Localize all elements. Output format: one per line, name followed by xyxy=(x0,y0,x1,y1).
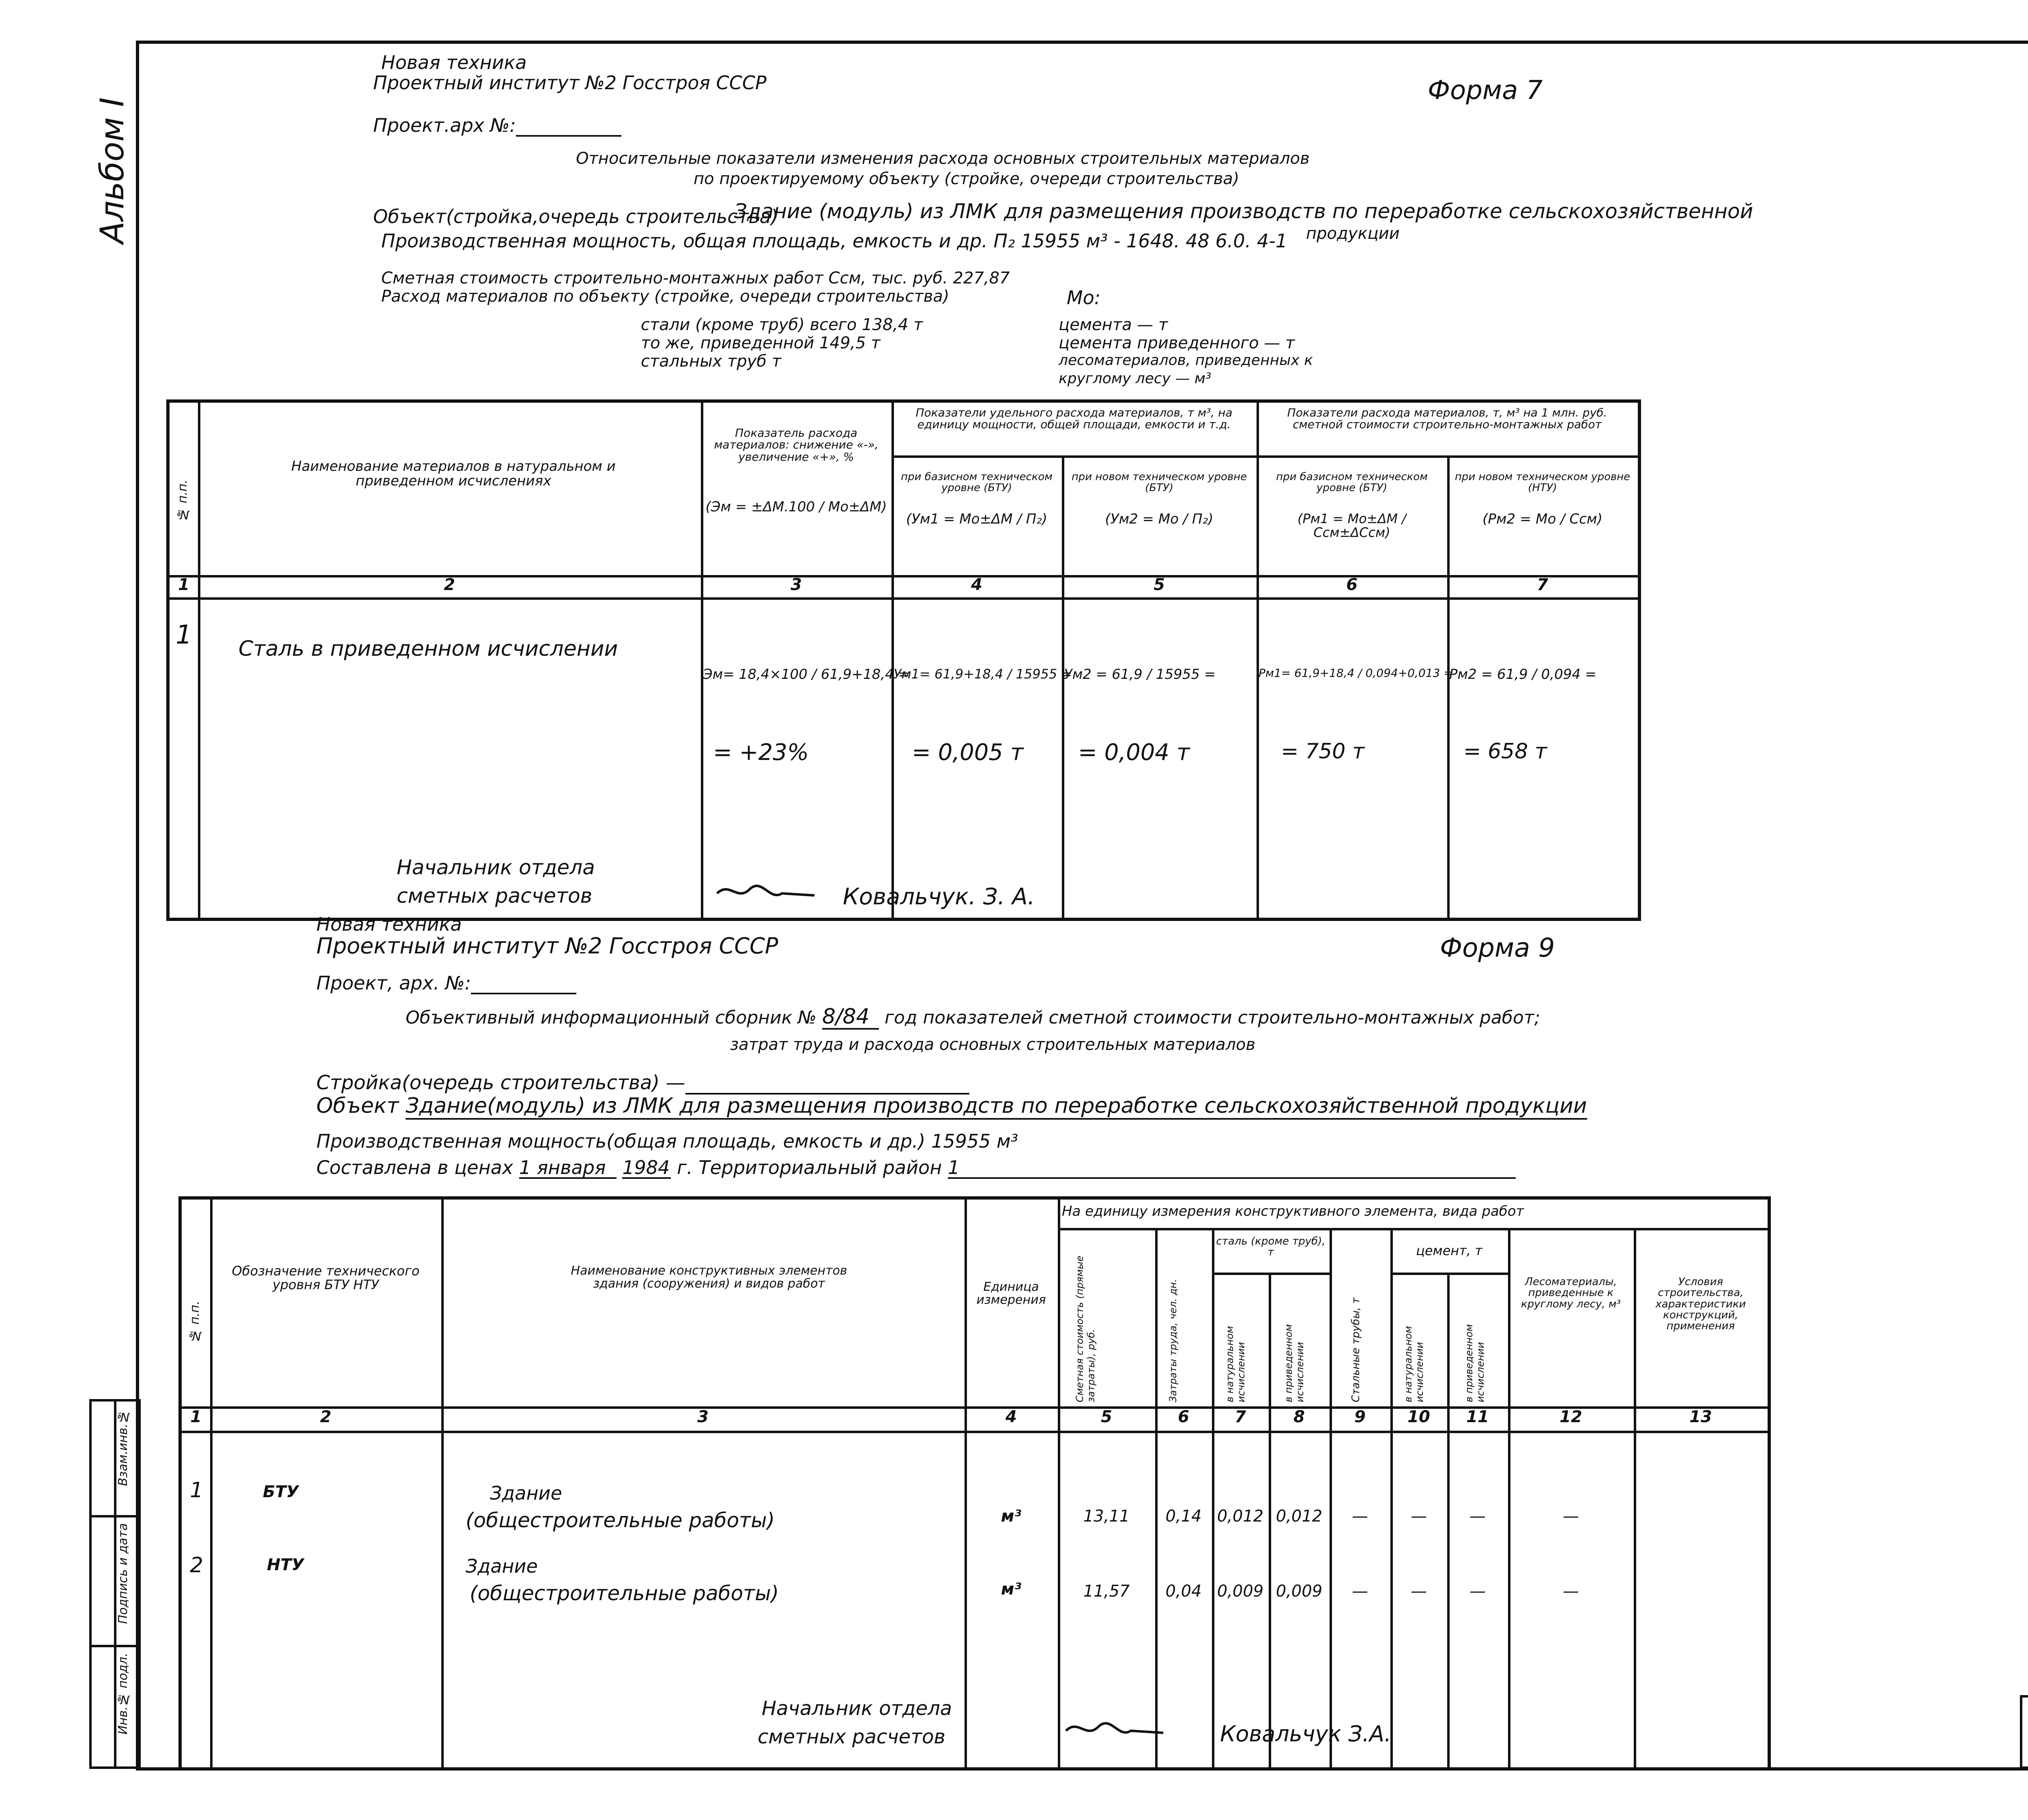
top-num-3: 3 xyxy=(791,575,802,594)
top-signature xyxy=(713,877,819,910)
top-row-c7a: Рм2 = 61,9 / 0,094 = xyxy=(1449,666,1597,682)
top-row-c6b: = 750 т xyxy=(1281,739,1365,764)
bottom-object: Объект Здание(модуль) из ЛМК для размещения производств по переработке сельскохозяйственной продукции xyxy=(316,1095,1587,1117)
bottom-line2: затрат труда и расхода основных строительных материалов xyxy=(730,1035,1256,1054)
top-h-c6f: (Рм1 = Мо±ΔМ / Cсм±ΔCсм) xyxy=(1298,511,1406,540)
top-h-c7: при новом техническом уровне (НТУ) xyxy=(1454,471,1631,494)
top-object-value: Здание (модуль) из ЛМК для размещения производств по переработке сельскохозяйственной xyxy=(734,200,1753,223)
bottom-r2-level: НТУ xyxy=(267,1556,304,1574)
bottom-r1-c5: 13,11 xyxy=(1083,1507,1130,1526)
top-table xyxy=(166,399,1641,921)
bottom-num-10: 10 xyxy=(1407,1408,1430,1426)
bottom-r1-name2: (общестроительные работы) xyxy=(466,1509,775,1532)
bottom-r1-c12: — xyxy=(1563,1507,1579,1526)
bottom-proj-label: Проект, арх. №: xyxy=(316,973,576,994)
top-num-6: 6 xyxy=(1346,575,1358,594)
top-row-c3b: = +23% xyxy=(713,739,809,766)
top-mo: Мо: xyxy=(1067,287,1101,309)
bottom-r2-c7: 0,009 xyxy=(1217,1582,1264,1601)
bottom-sost: Составлена в ценах 1 января 1984 г. Территориальный район 1 xyxy=(316,1158,1516,1179)
bottom-r2-name2: (общестроительные работы) xyxy=(470,1582,779,1605)
bottom-num-9: 9 xyxy=(1354,1408,1366,1426)
top-row-c5a: Ум2 = 61,9 / 15955 = xyxy=(1064,666,1216,682)
bottom-h-c8: в приведенном исчислении xyxy=(1283,1324,1306,1402)
top-org2: Проектный институт №2 Госстроя СССР xyxy=(373,72,767,94)
top-h-c7f: (Рм2 = Мо / Cсм) xyxy=(1482,511,1603,527)
top-capacity: Производственная мощность, общая площадь, емкость и др. П₂ 15955 м³ - 1648. 48 6.0. 4-1 xyxy=(381,230,1288,252)
side-inv: Инв.№ подл. xyxy=(116,1653,130,1735)
bottom-r2-name1: Здание xyxy=(466,1555,538,1577)
top-row-c7b: = 658 т xyxy=(1463,739,1547,764)
top-title1: Относительные показатели изменения расхода основных строительных материалов xyxy=(576,149,1310,168)
bottom-h-c13: Условия строительства, характеристики конструкций, применения xyxy=(1655,1276,1746,1333)
bottom-chief-name: Ковальчук З.А. xyxy=(1220,1721,1392,1747)
top-h-g67: Показатели расхода материалов, т, м³ на 1 млн. руб. сметной стоимости строительно-монтажных работ xyxy=(1287,406,1607,431)
bottom-num-3: 3 xyxy=(697,1408,709,1426)
bottom-r1-n: 1 xyxy=(190,1478,204,1502)
bottom-r2-c6: 0,04 xyxy=(1165,1582,1202,1601)
bottom-r2-c9: — xyxy=(1352,1582,1368,1601)
top-chief1: Начальник отдела xyxy=(397,856,595,879)
top-object-label: Объект(стройка,очередь строительства) xyxy=(373,206,778,228)
bottom-r2-c12: — xyxy=(1563,1582,1579,1601)
top-rashod: Расход материалов по объекту (стройке, очереди строительства) xyxy=(381,287,950,306)
top-h-c5f: (Ум2 = Мо / П₂) xyxy=(1105,511,1214,527)
bottom-r1-c8: 0,012 xyxy=(1276,1507,1323,1526)
bottom-num-6: 6 xyxy=(1178,1408,1189,1426)
bottom-r2-c11: — xyxy=(1469,1582,1486,1601)
top-h-c2: Наименование материалов в натуральном и приведенном исчислениях xyxy=(291,458,616,489)
top-h-g45: Показатели удельного расхода материалов, т м³, на единицу мощности, общей площади, емкости и т.д. xyxy=(915,406,1233,431)
bottom-h-c12: Лесоматериалы, приведенные к круглому лесу, м³ xyxy=(1521,1276,1621,1310)
top-steel-red: то же, приведенной 149,5 т xyxy=(641,334,881,352)
top-wood2: круглому лесу — м³ xyxy=(1059,370,1212,387)
top-forma: Форма 7 xyxy=(1428,75,1543,105)
top-object-value2: продукции xyxy=(1306,224,1400,243)
bottom-table xyxy=(178,1196,1771,1771)
bottom-num-12: 12 xyxy=(1560,1408,1582,1426)
top-h-c4: при базисном техническом уровне (БТУ) xyxy=(901,471,1053,494)
title-stamp xyxy=(2020,1695,2028,1769)
top-h-c4f: (Ум1 = Мо±ΔМ / П₂) xyxy=(906,511,1048,527)
top-steel-all: стали (кроме труб) всего 138,4 т xyxy=(641,315,923,334)
bottom-h-c3: Наименование конструктивных элементов здания (сооружения) и видов работ xyxy=(571,1264,847,1291)
top-steel-pipes: стальных труб т xyxy=(641,352,782,371)
bottom-r1-c11: — xyxy=(1469,1507,1486,1526)
bottom-stroika: Стройка(очередь строительства) — xyxy=(316,1073,969,1095)
top-row-c3a: Эм= 18,4×100 / 61,9+18,4 = xyxy=(703,666,910,682)
top-cement: цемента — т xyxy=(1059,315,1168,334)
bottom-num-4: 4 xyxy=(1005,1408,1017,1426)
bottom-h-c9: Стальные трубы, т xyxy=(1350,1297,1362,1402)
bottom-r1-level: БТУ xyxy=(263,1483,299,1501)
bottom-num-2: 2 xyxy=(320,1408,331,1426)
top-row-n: 1 xyxy=(176,620,192,650)
bottom-h-c10: в натуральном исчислении xyxy=(1403,1326,1425,1402)
top-num-7: 7 xyxy=(1537,575,1548,594)
bottom-num-11: 11 xyxy=(1466,1408,1489,1426)
bottom-r1-unit: м³ xyxy=(1001,1507,1022,1526)
bottom-num-1: 1 xyxy=(190,1408,202,1426)
top-row-c5b: = 0,004 т xyxy=(1078,739,1190,766)
top-cost: Сметная стоимость строительно-монтажных работ Cсм, тыс. руб. 227,87 xyxy=(381,269,1010,288)
top-num-1: 1 xyxy=(178,575,189,594)
top-row-c4b: = 0,005 т xyxy=(912,739,1024,766)
bottom-r2-unit: м³ xyxy=(1001,1580,1022,1599)
bottom-h-c7: в натуральном исчислении xyxy=(1224,1326,1247,1402)
bottom-line1: Объективный информационный сборник № 8/84 год показателей сметной стоимости строительно-монтажных работ; xyxy=(406,1004,1540,1029)
top-row-c4a: Ум1= 61,9+18,4 / 15955 = xyxy=(894,666,1072,682)
top-chief-name: Ковальчук. З. А. xyxy=(843,884,1035,910)
bottom-num-5: 5 xyxy=(1101,1408,1112,1426)
top-h-c1: № п.п. xyxy=(176,480,190,522)
top-h-c6: при базисном техническом уровне (БТУ) xyxy=(1276,471,1428,494)
bottom-org1: Новая техника xyxy=(316,913,462,935)
bottom-r2-c8: 0,009 xyxy=(1276,1582,1323,1601)
bottom-r1-c10: — xyxy=(1411,1507,1427,1526)
side-sign: Подпись и дата xyxy=(116,1523,130,1624)
bottom-r2-n: 2 xyxy=(190,1553,204,1577)
bottom-signature xyxy=(1062,1715,1167,1747)
bottom-num-8: 8 xyxy=(1293,1408,1305,1426)
bottom-r1-name1: Здание xyxy=(490,1482,562,1504)
bottom-r2-c10: — xyxy=(1411,1582,1427,1601)
top-row-name: Сталь в приведенном исчислении xyxy=(238,637,618,661)
bottom-capacity: Производственная мощность(общая площадь, емкость и др.) 15955 м³ xyxy=(316,1130,1018,1152)
bottom-org2: Проектный институт №2 Госстроя СССР xyxy=(316,933,778,959)
top-num-2: 2 xyxy=(444,575,455,594)
side-vzam: Взам.инв.№ xyxy=(116,1410,130,1486)
bottom-num-7: 7 xyxy=(1235,1408,1246,1426)
bottom-r1-c7: 0,012 xyxy=(1217,1507,1264,1526)
top-title2: по проектируемому объекту (стройке, очереди строительства) xyxy=(694,170,1240,188)
bottom-forma: Форма 9 xyxy=(1440,933,1555,963)
bottom-h-c4: Единица измерения xyxy=(976,1280,1046,1307)
top-h-c3f: (Эм = ±ΔМ.100 / Мо±ΔМ) xyxy=(705,499,887,515)
top-row-c6a: Рм1= 61,9+18,4 / 0,094+0,013 = xyxy=(1259,666,1453,680)
bottom-h-c6: Затраты труда, чел. дн. xyxy=(1167,1279,1179,1402)
bottom-h-group: На единицу измерения конструктивного элемента, вида работ xyxy=(1062,1203,1524,1219)
bottom-r1-c9: — xyxy=(1352,1507,1368,1526)
album-label: Альбом I xyxy=(93,97,131,244)
bottom-h-g78: сталь (кроме труб), т xyxy=(1216,1235,1326,1259)
bottom-h-c2: Обозначение технического уровня БТУ НТУ xyxy=(232,1263,420,1292)
bottom-h-c5: Сметная стоимость (прямые затраты), руб. xyxy=(1074,1256,1097,1402)
top-wood: лесоматериалов, приведенных к xyxy=(1059,352,1313,369)
top-proj-label: Проект.арх №: xyxy=(373,116,621,137)
bottom-chief1: Начальник отдела xyxy=(762,1697,952,1720)
top-org1: Новая техника xyxy=(381,52,527,73)
top-chief2: сметных расчетов xyxy=(397,884,593,908)
bottom-r2-c5: 11,57 xyxy=(1083,1582,1130,1601)
top-cement-red: цемента приведенного — т xyxy=(1059,334,1295,352)
bottom-h-g1011: цемент, т xyxy=(1416,1243,1482,1258)
top-num-5: 5 xyxy=(1154,575,1165,594)
bottom-r1-c6: 0,14 xyxy=(1165,1507,1202,1526)
bottom-h-c1: № п.п. xyxy=(188,1301,202,1343)
bottom-num-13: 13 xyxy=(1689,1408,1712,1426)
top-h-c3: Показатель расхода материалов: снижение «-», увеличение «+», % xyxy=(714,426,879,464)
bottom-chief2: сметных расчетов xyxy=(758,1726,945,1748)
top-num-4: 4 xyxy=(971,575,982,594)
bottom-h-c11: в приведенном исчислении xyxy=(1463,1324,1486,1402)
top-h-c5: при новом техническом уровне (БТУ) xyxy=(1071,471,1247,494)
side-stamp xyxy=(89,1399,141,1769)
